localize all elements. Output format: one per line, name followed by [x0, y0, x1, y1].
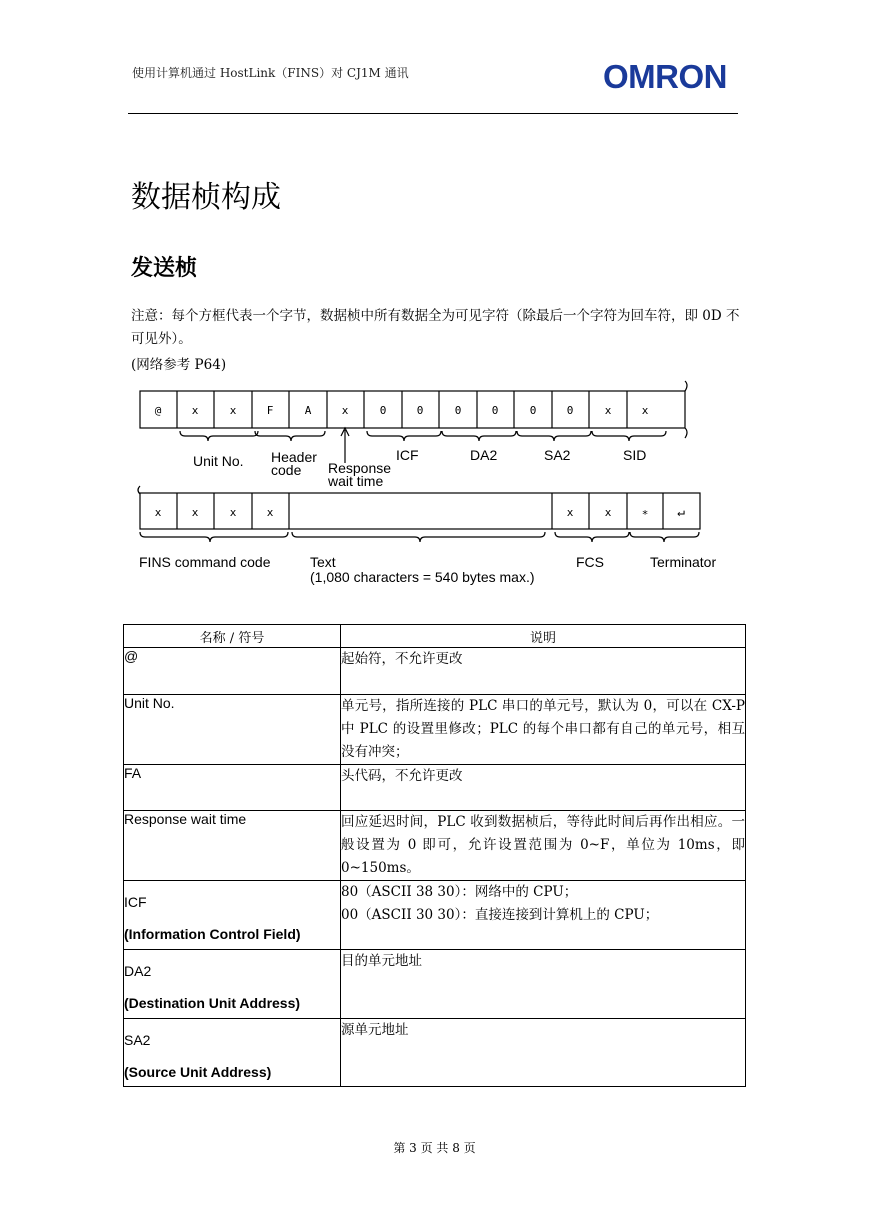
- table-row: [124, 811, 746, 881]
- label-unit-no: Unit No.: [193, 453, 244, 469]
- diagram-cell: 0: [416, 404, 424, 417]
- diagram-cell: 0: [454, 404, 462, 417]
- field-name: @: [124, 648, 139, 664]
- table-row: [124, 1019, 746, 1087]
- label-da2: DA2: [470, 447, 498, 463]
- field-full-name: (Information Control Field): [124, 926, 301, 942]
- diagram-cell: x: [641, 404, 649, 417]
- diagram-cell: x: [154, 506, 162, 519]
- field-name: DA2: [124, 963, 152, 979]
- diagram-cell: x: [191, 404, 199, 417]
- header-divider: [128, 113, 738, 114]
- label-fcs: FCS: [576, 554, 604, 570]
- diagram-cell: *: [641, 508, 649, 521]
- label-text: Text: [310, 554, 336, 570]
- field-name: Unit No.: [124, 695, 175, 711]
- diagram-cell: x: [266, 506, 274, 519]
- field-name-cell: [124, 881, 341, 950]
- field-description-line: 00（ASCII 30 30）：直接连接到计算机上的 CPU；: [341, 907, 659, 923]
- diagram-cell: x: [566, 506, 574, 519]
- column-header-description: 说明: [341, 625, 746, 648]
- field-name: Response wait time: [124, 811, 247, 827]
- label-sid: SID: [623, 447, 647, 463]
- note-paragraph: 注意：每个方框代表一个字节，数据桢中所有数据全为可见字符（除最后一个字符为回车符，即 0D 不可见外）。: [131, 308, 740, 347]
- row1-frame-outline: [140, 391, 685, 428]
- document-header-title: 使用计算机通过 HostLink（FINS）对 CJ1M 通讯: [132, 66, 409, 80]
- field-name-cell: [124, 1019, 341, 1087]
- field-name-cell: [124, 950, 341, 1019]
- diagram-cell: x: [604, 506, 612, 519]
- field-name-cell: [124, 811, 341, 881]
- table-row: [124, 881, 746, 950]
- diagram-cell: x: [604, 404, 612, 417]
- diagram-cell: x: [341, 404, 349, 417]
- field-description-table: [123, 624, 746, 1087]
- diagram-cell: x: [191, 506, 199, 519]
- field-description: 单元号，指所连接的 PLC 串口的单元号，默认为 0，可以在 CX-P 中 PLC 的设置里修改；PLC 的每个串口都有自己的单元号，相互没有冲突；: [341, 695, 746, 765]
- field-description: 目的单元地址: [341, 950, 746, 1019]
- table-row: [124, 765, 746, 811]
- label-response-wait-time: Response: [328, 460, 392, 476]
- table-row: [124, 695, 746, 765]
- field-name-cell: [124, 648, 341, 695]
- diagram-cell: x: [229, 404, 237, 417]
- column-header-name: 名称 / 符号: [124, 625, 341, 648]
- label-response-wait-time: wait time: [328, 473, 384, 489]
- carriage-return-icon: ↵: [677, 505, 685, 520]
- diagram-cell: 0: [529, 404, 537, 417]
- table-row: [124, 950, 746, 1019]
- field-name-cell: [124, 765, 341, 811]
- diagram-cell: A: [304, 404, 312, 417]
- field-name: SA2: [124, 1032, 151, 1048]
- section-heading: 数据桢构成: [131, 180, 281, 215]
- reference-note: (网络参考 P64): [131, 357, 227, 373]
- label-header-code: Header: [271, 449, 317, 465]
- label-text-size: (1,080 characters = 540 bytes max.): [310, 569, 535, 585]
- row2-frame-outline: [140, 493, 700, 529]
- omron-logo: OMRON: [603, 58, 727, 95]
- label-header-code: code: [271, 462, 302, 478]
- field-description: 回应延迟时间，PLC 收到数据桢后，等待此时间后再作出相应。一般设置为 0 即可，允许设置范围为 0~F，单位为 10ms，即 0~150ms。: [341, 811, 746, 881]
- label-sa2: SA2: [544, 447, 571, 463]
- page-number-footer: 第 3 页 共 8 页: [393, 1141, 476, 1155]
- field-name: ICF: [124, 894, 147, 910]
- field-name-cell: [124, 695, 341, 765]
- field-description: [341, 881, 746, 950]
- diagram-cell: x: [229, 506, 237, 519]
- label-icf: ICF: [396, 447, 419, 463]
- label-fins-command-code: FINS command code: [139, 554, 271, 570]
- label-terminator: Terminator: [650, 554, 717, 570]
- field-description: 源单元地址: [341, 1019, 746, 1087]
- field-full-name: (Source Unit Address): [124, 1064, 272, 1080]
- field-description: 起始符，不允许更改: [341, 648, 746, 695]
- field-description-line: 80（ASCII 38 30）：网络中的 CPU；: [341, 884, 578, 900]
- diagram-cell: F: [266, 404, 274, 417]
- diagram-cell: @: [154, 404, 162, 417]
- frame-structure-diagram: [130, 378, 730, 594]
- field-name: FA: [124, 765, 142, 781]
- field-full-name: (Destination Unit Address): [124, 995, 301, 1011]
- diagram-cell: 0: [491, 404, 499, 417]
- subsection-heading: 发送桢: [131, 256, 198, 281]
- diagram-cell: 0: [379, 404, 387, 417]
- table-row: [124, 648, 746, 695]
- table-header-row: [124, 625, 746, 648]
- diagram-cell: 0: [566, 404, 574, 417]
- field-description: 头代码，不允许更改: [341, 765, 746, 811]
